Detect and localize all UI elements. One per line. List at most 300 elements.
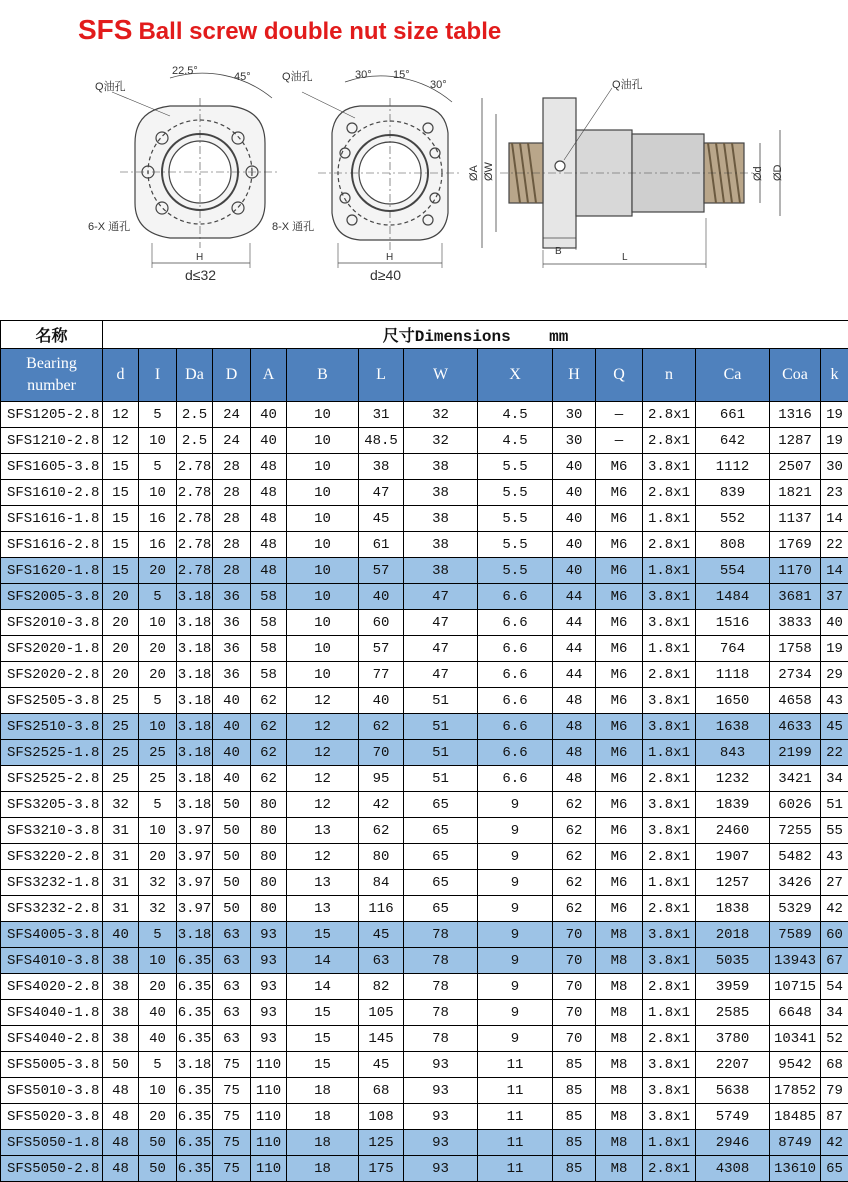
table-cell: 125 bbox=[359, 1130, 404, 1156]
table-cell: 110 bbox=[251, 1156, 287, 1182]
table-cell: 10 bbox=[287, 506, 359, 532]
table-cell: 63 bbox=[359, 948, 404, 974]
table-cell: M6 bbox=[596, 558, 643, 584]
table-cell: 9 bbox=[478, 974, 553, 1000]
table-row bbox=[1, 558, 848, 584]
bearing-number-cell: SFS5050-1.8 bbox=[1, 1130, 103, 1156]
table-cell: 2585 bbox=[696, 1000, 770, 1026]
table-row bbox=[1, 1052, 848, 1078]
table-cell: 40 bbox=[139, 1000, 177, 1026]
table-cell: 48 bbox=[251, 454, 287, 480]
table-row bbox=[1, 714, 848, 740]
table-cell: 12 bbox=[287, 792, 359, 818]
table-cell: 20 bbox=[139, 636, 177, 662]
table-cell: 10 bbox=[139, 610, 177, 636]
table-cell: 2.78 bbox=[177, 480, 213, 506]
table-cell: 80 bbox=[359, 844, 404, 870]
table-cell: 38 bbox=[103, 948, 139, 974]
bearing-number-cell: SFS4040-2.8 bbox=[1, 1026, 103, 1052]
table-cell: 17852 bbox=[770, 1078, 821, 1104]
table-cell: 5638 bbox=[696, 1078, 770, 1104]
table-cell: 15 bbox=[103, 558, 139, 584]
table-cell: 50 bbox=[213, 818, 251, 844]
table-cell: 9 bbox=[478, 896, 553, 922]
table-cell: 25 bbox=[103, 688, 139, 714]
table-cell: 52 bbox=[821, 1026, 848, 1052]
table-cell: 2946 bbox=[696, 1130, 770, 1156]
table-cell: 48 bbox=[251, 532, 287, 558]
table-cell: 55 bbox=[821, 818, 848, 844]
table-cell: 10 bbox=[139, 948, 177, 974]
table-cell: 62 bbox=[251, 714, 287, 740]
table-cell: 2.8x1 bbox=[643, 662, 696, 688]
table-cell: 43 bbox=[821, 688, 848, 714]
table-cell: 6.6 bbox=[478, 714, 553, 740]
table-cell: 6.6 bbox=[478, 662, 553, 688]
column-headers bbox=[1, 349, 848, 402]
table-row bbox=[1, 870, 848, 896]
table-cell: 8749 bbox=[770, 1130, 821, 1156]
table-cell: 31 bbox=[103, 896, 139, 922]
table-cell: 25 bbox=[103, 740, 139, 766]
bearing-number-cell: SFS4040-1.8 bbox=[1, 1000, 103, 1026]
table-cell: 10 bbox=[287, 662, 359, 688]
table-cell: 3.97 bbox=[177, 870, 213, 896]
table-cell: 34 bbox=[821, 1000, 848, 1026]
table-cell: 9 bbox=[478, 948, 553, 974]
table-row bbox=[1, 1026, 848, 1052]
column-header: Ca bbox=[696, 349, 770, 402]
brand-label: SFS bbox=[78, 14, 132, 45]
table-cell: 1484 bbox=[696, 584, 770, 610]
table-cell: 45 bbox=[359, 1052, 404, 1078]
table-cell: 38 bbox=[359, 454, 404, 480]
table-cell: 4.5 bbox=[478, 428, 553, 454]
table-cell: 25 bbox=[103, 714, 139, 740]
bearing-number-cell: SFS5005-3.8 bbox=[1, 1052, 103, 1078]
table-row bbox=[1, 1156, 848, 1182]
table-cell: 79 bbox=[821, 1078, 848, 1104]
table-cell: 6.35 bbox=[177, 1130, 213, 1156]
table-cell: M8 bbox=[596, 1000, 643, 1026]
bearing-number-cell: SFS3205-3.8 bbox=[1, 792, 103, 818]
table-cell: 15 bbox=[287, 922, 359, 948]
table-cell: 2.5 bbox=[177, 402, 213, 428]
table-cell: 25 bbox=[139, 766, 177, 792]
table-cell: 4.5 bbox=[478, 402, 553, 428]
table-cell: 51 bbox=[404, 766, 478, 792]
table-cell: 51 bbox=[821, 792, 848, 818]
table-cell: 6.6 bbox=[478, 766, 553, 792]
bearing-number-cell: SFS1620-1.8 bbox=[1, 558, 103, 584]
table-row bbox=[1, 428, 848, 454]
table-cell: 47 bbox=[359, 480, 404, 506]
table-cell: 2199 bbox=[770, 740, 821, 766]
table-cell: 20 bbox=[103, 610, 139, 636]
table-cell: 82 bbox=[359, 974, 404, 1000]
table-cell: 6.35 bbox=[177, 1104, 213, 1130]
table-cell: 25 bbox=[139, 740, 177, 766]
side-l-label: L bbox=[622, 252, 628, 263]
table-cell: 62 bbox=[553, 792, 596, 818]
table-cell: 11 bbox=[478, 1104, 553, 1130]
table-cell: 6648 bbox=[770, 1000, 821, 1026]
table-cell: 40 bbox=[359, 584, 404, 610]
table-cell: 2.8x1 bbox=[643, 1156, 696, 1182]
bearing-number-cell: SFS2020-2.8 bbox=[1, 662, 103, 688]
bearing-number-cell: SFS3232-1.8 bbox=[1, 870, 103, 896]
table-cell: 85 bbox=[553, 1052, 596, 1078]
table-cell: 20 bbox=[139, 844, 177, 870]
table-cell: 3.97 bbox=[177, 818, 213, 844]
table-cell: 12 bbox=[103, 402, 139, 428]
bearing-number-cell: SFS4020-2.8 bbox=[1, 974, 103, 1000]
table-cell: 10 bbox=[287, 480, 359, 506]
table-cell: 93 bbox=[404, 1078, 478, 1104]
table-cell: 62 bbox=[251, 766, 287, 792]
table-cell: 85 bbox=[553, 1156, 596, 1182]
left-holes: 6-X 通孔 bbox=[88, 219, 130, 233]
table-cell: 40 bbox=[103, 922, 139, 948]
table-cell: 18 bbox=[287, 1104, 359, 1130]
bearing-number-cell: SFS4005-3.8 bbox=[1, 922, 103, 948]
table-cell: 1839 bbox=[696, 792, 770, 818]
table-cell: 47 bbox=[404, 584, 478, 610]
table-cell: 63 bbox=[213, 1026, 251, 1052]
table-cell: 85 bbox=[553, 1104, 596, 1130]
table-cell: 51 bbox=[404, 714, 478, 740]
table-cell: 30 bbox=[821, 454, 848, 480]
dimensions-header: 尺寸Dimensions mm bbox=[103, 321, 848, 349]
table-cell: 48 bbox=[103, 1156, 139, 1182]
table-cell: 15 bbox=[287, 1052, 359, 1078]
table-cell: 80 bbox=[251, 818, 287, 844]
table-cell: 3.8x1 bbox=[643, 1052, 696, 1078]
table-cell: 1316 bbox=[770, 402, 821, 428]
table-cell: 40 bbox=[251, 402, 287, 428]
bearing-number-cell: SFS2005-3.8 bbox=[1, 584, 103, 610]
table-cell: 78 bbox=[404, 1026, 478, 1052]
table-cell: 48 bbox=[103, 1130, 139, 1156]
table-cell: 9 bbox=[478, 792, 553, 818]
table-row bbox=[1, 506, 848, 532]
table-cell: 20 bbox=[103, 636, 139, 662]
table-cell: 65 bbox=[404, 792, 478, 818]
table-cell: 3.18 bbox=[177, 766, 213, 792]
table-cell: 40 bbox=[553, 558, 596, 584]
bearing-number-cell: SFS2525-2.8 bbox=[1, 766, 103, 792]
left-angle-1: 22.5° bbox=[172, 65, 198, 77]
table-cell: 19 bbox=[821, 636, 848, 662]
table-cell: 661 bbox=[696, 402, 770, 428]
table-cell: 48 bbox=[251, 506, 287, 532]
table-cell: 36 bbox=[213, 662, 251, 688]
table-cell: 93 bbox=[251, 922, 287, 948]
side-d-label: Ød bbox=[752, 166, 764, 181]
table-cell: 3.8x1 bbox=[643, 792, 696, 818]
table-cell: 48 bbox=[103, 1104, 139, 1130]
table-cell: M6 bbox=[596, 714, 643, 740]
table-cell: 57 bbox=[359, 558, 404, 584]
table-cell: 3.18 bbox=[177, 610, 213, 636]
side-w-label: ØW bbox=[483, 161, 495, 181]
table-cell: M8 bbox=[596, 1156, 643, 1182]
table-cell: 65 bbox=[404, 870, 478, 896]
title-text: Ball screw double nut size table bbox=[138, 18, 501, 45]
table-cell: 45 bbox=[359, 506, 404, 532]
table-cell: 10715 bbox=[770, 974, 821, 1000]
table-row bbox=[1, 1130, 848, 1156]
table-cell: 60 bbox=[359, 610, 404, 636]
table-row bbox=[1, 844, 848, 870]
table-cell: 62 bbox=[553, 818, 596, 844]
table-cell: 2.8x1 bbox=[643, 974, 696, 1000]
table-cell: 3.97 bbox=[177, 844, 213, 870]
table-cell: 78 bbox=[404, 922, 478, 948]
table-cell: M6 bbox=[596, 610, 643, 636]
table-cell: 77 bbox=[359, 662, 404, 688]
table-row bbox=[1, 1078, 848, 1104]
table-cell: 2.8x1 bbox=[643, 766, 696, 792]
table-cell: 764 bbox=[696, 636, 770, 662]
table-cell: 3959 bbox=[696, 974, 770, 1000]
table-cell: 5 bbox=[139, 454, 177, 480]
table-cell: 51 bbox=[404, 740, 478, 766]
table-cell: 1.8x1 bbox=[643, 1130, 696, 1156]
table-cell: M6 bbox=[596, 532, 643, 558]
table-cell: 48 bbox=[553, 688, 596, 714]
table-cell: 10 bbox=[139, 818, 177, 844]
table-cell: 62 bbox=[553, 870, 596, 896]
table-cell: 2460 bbox=[696, 818, 770, 844]
table-cell: 3.97 bbox=[177, 896, 213, 922]
table-cell: 67 bbox=[821, 948, 848, 974]
table-cell: 116 bbox=[359, 896, 404, 922]
table-cell: 1650 bbox=[696, 688, 770, 714]
table-cell: 40 bbox=[553, 506, 596, 532]
table-cell: 3780 bbox=[696, 1026, 770, 1052]
column-header: Q bbox=[596, 349, 643, 402]
table-cell: 2.8x1 bbox=[643, 1026, 696, 1052]
table-cell: 32 bbox=[139, 896, 177, 922]
table-cell: M6 bbox=[596, 870, 643, 896]
table-cell: 63 bbox=[213, 948, 251, 974]
bearing-number-cell: SFS2010-3.8 bbox=[1, 610, 103, 636]
table-cell: 2507 bbox=[770, 454, 821, 480]
table-cell: 4308 bbox=[696, 1156, 770, 1182]
table-cell: 4658 bbox=[770, 688, 821, 714]
bearing-number-cell: SFS2020-1.8 bbox=[1, 636, 103, 662]
table-cell: 15 bbox=[103, 480, 139, 506]
table-cell: 62 bbox=[359, 714, 404, 740]
table-cell: 78 bbox=[404, 974, 478, 1000]
table-cell: 5329 bbox=[770, 896, 821, 922]
table-cell: 22 bbox=[821, 532, 848, 558]
left-condition: d≤32 bbox=[185, 267, 216, 283]
table-cell: M6 bbox=[596, 506, 643, 532]
bearing-number-cell: SFS2510-3.8 bbox=[1, 714, 103, 740]
table-cell: — bbox=[596, 402, 643, 428]
table-cell: 3426 bbox=[770, 870, 821, 896]
table-cell: 6026 bbox=[770, 792, 821, 818]
table-cell: 3.8x1 bbox=[643, 948, 696, 974]
table-cell: 50 bbox=[213, 844, 251, 870]
table-cell: 14 bbox=[287, 974, 359, 1000]
table-cell: 38 bbox=[103, 974, 139, 1000]
table-cell: 84 bbox=[359, 870, 404, 896]
table-cell: 42 bbox=[821, 896, 848, 922]
table-cell: 1112 bbox=[696, 454, 770, 480]
bearing-number-cell: SFS2505-3.8 bbox=[1, 688, 103, 714]
table-cell: 93 bbox=[404, 1156, 478, 1182]
table-cell: 11 bbox=[478, 1130, 553, 1156]
table-cell: 44 bbox=[553, 584, 596, 610]
table-cell: 70 bbox=[553, 1000, 596, 1026]
table-cell: 50 bbox=[103, 1052, 139, 1078]
table-cell: 36 bbox=[213, 610, 251, 636]
table-cell: 40 bbox=[139, 1026, 177, 1052]
table-cell: 6.6 bbox=[478, 740, 553, 766]
table-cell: 43 bbox=[821, 844, 848, 870]
table-cell: 19 bbox=[821, 428, 848, 454]
table-cell: 15 bbox=[287, 1000, 359, 1026]
middle-holes: 8-X 通孔 bbox=[272, 219, 314, 233]
table-cell: 28 bbox=[213, 532, 251, 558]
table-cell: 10 bbox=[139, 480, 177, 506]
table-cell: 108 bbox=[359, 1104, 404, 1130]
table-row bbox=[1, 792, 848, 818]
column-header: A bbox=[251, 349, 287, 402]
table-cell: 18 bbox=[287, 1078, 359, 1104]
table-cell: 10 bbox=[287, 454, 359, 480]
table-cell: 38 bbox=[404, 558, 478, 584]
table-cell: 50 bbox=[139, 1130, 177, 1156]
table-cell: 6.35 bbox=[177, 1026, 213, 1052]
table-row bbox=[1, 896, 848, 922]
table-cell: 2.8x1 bbox=[643, 532, 696, 558]
table-cell: M8 bbox=[596, 1026, 643, 1052]
table-cell: 16 bbox=[139, 532, 177, 558]
table-cell: 63 bbox=[213, 974, 251, 1000]
table-cell: 31 bbox=[103, 844, 139, 870]
table-cell: 12 bbox=[287, 844, 359, 870]
table-cell: 14 bbox=[821, 558, 848, 584]
table-cell: 93 bbox=[251, 1026, 287, 1052]
table-cell: 36 bbox=[213, 636, 251, 662]
table-cell: 5 bbox=[139, 402, 177, 428]
table-cell: 1.8x1 bbox=[643, 740, 696, 766]
table-cell: 80 bbox=[251, 844, 287, 870]
table-cell: 28 bbox=[213, 454, 251, 480]
table-cell: 2018 bbox=[696, 922, 770, 948]
table-cell: 28 bbox=[213, 480, 251, 506]
table-cell: M6 bbox=[596, 844, 643, 870]
side-view-drawing bbox=[482, 88, 780, 268]
table-cell: M8 bbox=[596, 948, 643, 974]
table-cell: 15 bbox=[287, 1026, 359, 1052]
table-cell: 62 bbox=[251, 688, 287, 714]
table-cell: 38 bbox=[103, 1000, 139, 1026]
table-row bbox=[1, 480, 848, 506]
table-cell: 5749 bbox=[696, 1104, 770, 1130]
table-cell: 50 bbox=[213, 792, 251, 818]
middle-angle-1: 30° bbox=[355, 69, 372, 81]
middle-angle-3: 30° bbox=[430, 79, 447, 91]
bearing-number-cell: SFS5010-3.8 bbox=[1, 1078, 103, 1104]
table-cell: 5 bbox=[139, 1052, 177, 1078]
table-cell: 70 bbox=[553, 974, 596, 1000]
table-cell: 93 bbox=[404, 1052, 478, 1078]
table-row bbox=[1, 402, 848, 428]
table-cell: 32 bbox=[103, 792, 139, 818]
table-cell: 5.5 bbox=[478, 454, 553, 480]
table-cell: 6.35 bbox=[177, 1156, 213, 1182]
bearing-number-cell: SFS1210-2.8 bbox=[1, 428, 103, 454]
table-row bbox=[1, 662, 848, 688]
table-cell: 3.18 bbox=[177, 922, 213, 948]
table-cell: 78 bbox=[404, 948, 478, 974]
table-cell: 38 bbox=[404, 506, 478, 532]
table-cell: M6 bbox=[596, 662, 643, 688]
table-cell: 48 bbox=[553, 714, 596, 740]
table-cell: 57 bbox=[359, 636, 404, 662]
table-cell: 40 bbox=[213, 766, 251, 792]
table-cell: 6.6 bbox=[478, 688, 553, 714]
table-cell: 10 bbox=[287, 532, 359, 558]
table-cell: 85 bbox=[553, 1078, 596, 1104]
table-cell: 3.8x1 bbox=[643, 688, 696, 714]
table-cell: 70 bbox=[553, 922, 596, 948]
table-row bbox=[1, 454, 848, 480]
table-cell: 14 bbox=[821, 506, 848, 532]
table-cell: 1769 bbox=[770, 532, 821, 558]
size-table bbox=[0, 320, 848, 1182]
table-cell: 48 bbox=[251, 558, 287, 584]
table-cell: 75 bbox=[213, 1156, 251, 1182]
table-cell: M6 bbox=[596, 740, 643, 766]
table-cell: 34 bbox=[821, 766, 848, 792]
table-row bbox=[1, 688, 848, 714]
table-cell: M8 bbox=[596, 922, 643, 948]
column-header: D bbox=[213, 349, 251, 402]
table-cell: 2.8x1 bbox=[643, 402, 696, 428]
column-header: H bbox=[553, 349, 596, 402]
table-cell: 78 bbox=[404, 1000, 478, 1026]
table-cell: 40 bbox=[821, 610, 848, 636]
table-cell: 1758 bbox=[770, 636, 821, 662]
table-cell: 30 bbox=[553, 402, 596, 428]
table-cell: 95 bbox=[359, 766, 404, 792]
table-cell: 1638 bbox=[696, 714, 770, 740]
table-cell: 110 bbox=[251, 1130, 287, 1156]
table-cell: 37 bbox=[821, 584, 848, 610]
table-cell: M6 bbox=[596, 688, 643, 714]
table-cell: M8 bbox=[596, 974, 643, 1000]
table-cell: 7589 bbox=[770, 922, 821, 948]
table-row bbox=[1, 818, 848, 844]
table-cell: 3.8x1 bbox=[643, 714, 696, 740]
table-cell: M8 bbox=[596, 1130, 643, 1156]
table-cell: 1.8x1 bbox=[643, 558, 696, 584]
table-cell: 31 bbox=[103, 818, 139, 844]
table-cell: 2.8x1 bbox=[643, 844, 696, 870]
table-cell: 1838 bbox=[696, 896, 770, 922]
table-cell: 19 bbox=[821, 402, 848, 428]
table-cell: 2.8x1 bbox=[643, 428, 696, 454]
table-cell: 48.5 bbox=[359, 428, 404, 454]
table-cell: 1516 bbox=[696, 610, 770, 636]
table-cell: 10 bbox=[139, 428, 177, 454]
